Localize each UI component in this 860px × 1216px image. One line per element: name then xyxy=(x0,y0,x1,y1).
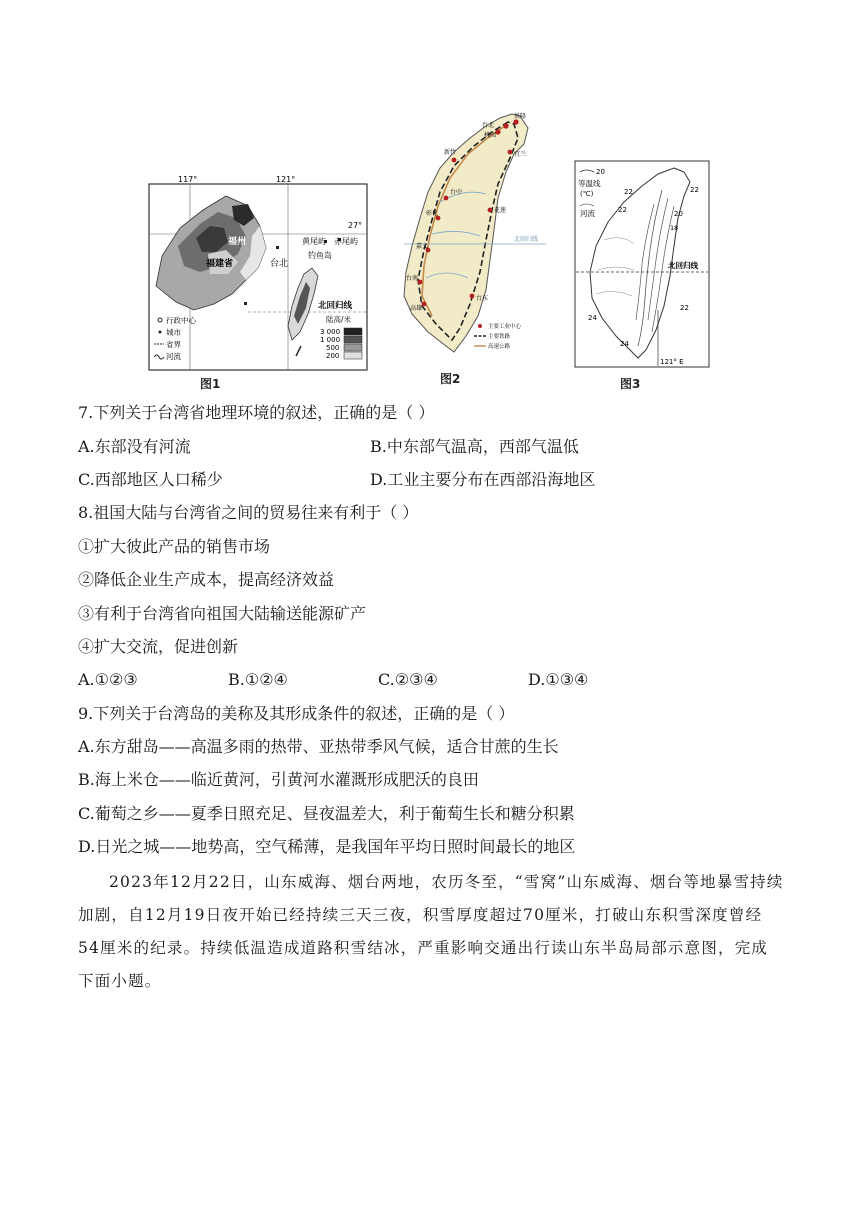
q8-option-a: A.①②③ xyxy=(78,670,138,689)
q8-item-3: ③有利于台湾省向祖国大陆输送能源矿产 xyxy=(78,604,367,623)
elevation-1000: 1 000 xyxy=(320,336,341,344)
reading-passage: 2023年12月22日，山东威海、烟台两地，农历冬至，“雪窝”山东威海、烟台等地暴雪持续加剧，自12月19日夜开始已经持续三天三夜，积雪厚度超过70厘米，打破山东积雪深度曾经54厘米的纪录。持续低温造成道路积雪结冰，严重影响交通出行读山东半岛局部示意图，完成下面小题。 xyxy=(78,873,784,990)
isotherm-value: 22 xyxy=(680,304,689,312)
place-chiweiyu: 赤尾屿 xyxy=(334,237,358,246)
q9-option-a: A.东方甜岛——高温多雨的热带、亚热带季风气候，适合甘蔗的生长 xyxy=(78,737,559,756)
isotherm-value: 20 xyxy=(674,210,683,218)
isotherm-value: 22 xyxy=(624,188,633,196)
figures-row xyxy=(0,0,860,400)
legend-isotherm-unit: (℃) xyxy=(580,190,594,198)
city-taoyuan: 桃园 xyxy=(484,132,497,139)
q9-option-b: B.海上米仓——临近黄河，引黄河水灌溉形成肥沃的良田 xyxy=(78,770,479,789)
place-huangweiyu: 黄尾屿 xyxy=(302,237,326,246)
legend-city: 城市 xyxy=(166,328,181,337)
legend-river: 河流 xyxy=(166,352,181,361)
legend-highway: 高速公路 xyxy=(488,344,511,350)
legend-sample-value: 20 xyxy=(596,168,605,176)
q8-option-d: D.①③④ xyxy=(528,670,589,689)
place-fuzhou: 福州 xyxy=(228,237,247,247)
legend-river-fig3: 河流 xyxy=(580,209,595,218)
q7-option-d: D.工业主要分布在西部沿海地区 xyxy=(370,470,596,489)
city-hualien: 花莲 xyxy=(494,207,507,214)
city-yilan: 宜兰 xyxy=(514,151,527,158)
legend-isotherm: 等温线 xyxy=(578,179,601,188)
lon-label-fig3: 121° E xyxy=(660,358,684,366)
elevation-200: 200 xyxy=(326,352,340,360)
isotherm-value: 22 xyxy=(690,186,699,194)
isotherm-value: 18 xyxy=(670,224,679,232)
city-taichung: 台中 xyxy=(450,189,463,196)
q7-option-a: A.东部没有河流 xyxy=(78,437,191,456)
q8-option-c: C.②③④ xyxy=(378,670,438,689)
figure-1-caption: 图1 xyxy=(200,377,221,391)
q8-item-4: ④扩大交流，促进创新 xyxy=(78,637,239,656)
city-taipei: 台北 xyxy=(482,122,495,129)
city-hsinchu: 新竹 xyxy=(444,149,457,156)
q8-item-1: ①扩大彼此产品的销售市场 xyxy=(78,537,271,556)
tropic-label-fig2: 北回归线 xyxy=(514,236,539,243)
elevation-3000: 3 000 xyxy=(320,328,341,336)
figure-2-caption: 图2 xyxy=(440,372,461,386)
tropic-label: 北回归线 xyxy=(318,301,353,311)
city-tainan: 台南 xyxy=(406,275,419,282)
lat-label-27: 27° xyxy=(348,221,363,230)
elevation-title: 陆高/米 xyxy=(326,315,352,324)
figure-3-caption: 图3 xyxy=(620,377,641,391)
isotherm-value: 22 xyxy=(618,206,627,214)
place-diaoyudao: 钓鱼岛 xyxy=(308,251,332,260)
city-keelung: 基隆 xyxy=(514,113,527,120)
lon-label-121: 121° xyxy=(276,176,296,184)
legend-railway: 主要铁路 xyxy=(488,334,511,340)
q7-option-b: B.中东部气温高，西部气温低 xyxy=(370,437,579,456)
figure-2-map xyxy=(394,110,556,368)
tropic-label-fig3: 北回归线 xyxy=(668,261,698,270)
q7-option-c: C.西部地区人口稀少 xyxy=(78,470,223,489)
place-fujian: 福建省 xyxy=(206,259,234,269)
q8-option-b: B.①②④ xyxy=(228,670,288,689)
legend-industrial-center: 主要工业中心 xyxy=(488,324,522,330)
q8-item-2: ②降低企业生产成本，提高经济效益 xyxy=(78,570,335,589)
lon-label-117: 117° xyxy=(178,176,198,184)
city-chiayi: 嘉义 xyxy=(416,243,429,250)
legend-province-border: 省界 xyxy=(166,340,181,349)
city-changhua: 彰化 xyxy=(426,210,439,217)
elevation-500: 500 xyxy=(326,344,340,352)
figure-3-map xyxy=(574,160,710,368)
city-taitung: 台东 xyxy=(476,295,489,302)
isotherm-value: 24 xyxy=(588,314,597,322)
place-taipei: 台北 xyxy=(270,259,289,269)
question-7-stem: 7.下列关于台湾省地理环境的叙述，正确的是（ ） xyxy=(78,403,435,422)
question-8-stem: 8.祖国大陆与台湾省之间的贸易往来有利于（ ） xyxy=(78,503,419,522)
q9-option-d: D.日光之城——地势高，空气稀薄，是我国年平均日照时间最长的地区 xyxy=(78,837,576,856)
city-kaohsiung: 高雄 xyxy=(410,305,423,312)
q9-option-c: C.葡萄之乡——夏季日照充足、昼夜温差大，利于葡萄生长和糖分积累 xyxy=(78,804,575,823)
legend-admin-center: 行政中心 xyxy=(166,316,196,325)
isotherm-value: 24 xyxy=(620,340,629,348)
question-9-stem: 9.下列关于台湾岛的美称及其形成条件的叙述，正确的是（ ） xyxy=(78,704,515,723)
figure-1-map xyxy=(148,176,370,372)
